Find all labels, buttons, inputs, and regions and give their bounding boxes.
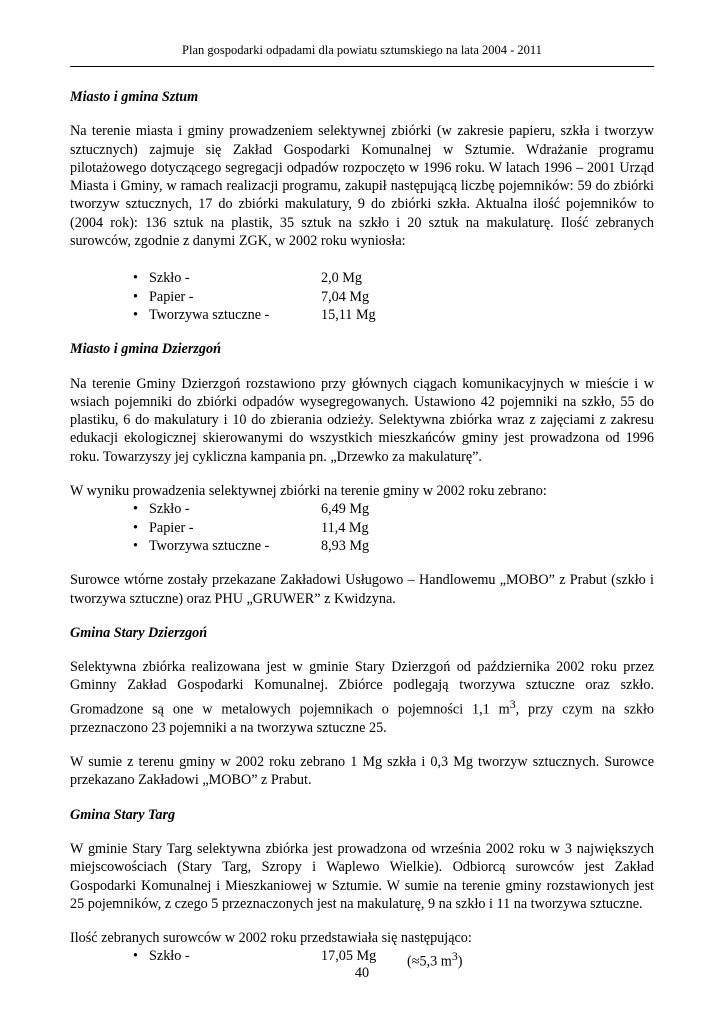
collection-list [70,500,654,555]
paragraph: Na terenie miasta i gminy prowadzeniem selektywnej zbiórki (w zakresie papieru, szkła i tworzyw sztucznych) zajmuje się Zakład Gospodarki Komunalnej w Sztumie. Wdrażanie programu pilotażowego dotyczącego segregacji odpadów rozpoczęto w 1996 roku. W latach 1996 – 2001 Urząd Miasta i Gminy, w ramach realizacji programu, zakupił następującą liczbę pojemników: 59 do zbiórki tworzyw sztucznych, 17 do zbiórki makulatury, 9 do zbiórki szkła. Aktualna ilość pojemników to (2004 rok): 136 sztuk na plastik, 35 sztuk na szkło i 20 sztuk na makulaturę. Ilość zebranych surowców, zgodnie z danymi ZGK, w 2002 roku wyniosła: [70,123,654,250]
paragraph: W gminie Stary Targ selektywna zbiórka jest prowadzona od września 2002 roku w 3 największych miejscowościach (Stary Targ, Szropy i Waplewo Wielkie). Odbiorcą surowców jest Zakład Gospodarki Komunalnej i Mieszkaniowej w Sztumie. W sumie na terenie gminy rozstawionych jest 25 pojemników, z czego 5 przeznaczonych jest na makulaturę, 9 na szkło i 11 na tworzywa sztuczne. [70,840,654,912]
list-item [70,947,654,971]
bullet-icon: • [133,288,138,305]
bullet-icon: • [133,306,138,323]
list-item [70,288,654,306]
material-amount: 8,93 Mg [321,537,370,554]
material-label: Szkło - [149,270,190,287]
note-text: ) [457,954,463,971]
material-amount: 15,11 Mg [321,306,376,323]
document-body [70,88,654,982]
section-stary-dzierzgon [70,624,654,790]
paragraph [70,658,654,737]
paragraph: Surowce wtórne zostały przekazane Zakładowi Usługowo – Handlowemu „MOBO” z Prabut (szkło i tworzywa sztuczne) oraz PHU „GRUWER” z Kwidzyna. [70,572,654,607]
bullet-icon: • [133,501,138,518]
material-label: Papier - [149,288,194,305]
bullet-icon: • [133,270,138,287]
collection-list [70,947,654,971]
material-amount: 17,05 Mg [321,948,377,965]
paragraph: W sumie z terenu gminy w 2002 roku zebrano 1 Mg szkła i 0,3 Mg tworzyw sztucznych. Surowce przekazano Zakładowi „MOBO” z Prabut. [70,754,654,789]
section-heading: Miasto i gmina Dzierzgoń [70,341,221,358]
paragraph: Ilość zebranych surowców w 2002 roku przedstawiała się następująco: [70,930,472,947]
note-text: (≈5,3 m [407,954,452,971]
material-label: Tworzywa sztuczne - [149,537,270,554]
material-amount: 11,4 Mg [321,519,369,536]
paragraph-text: Selektywna zbiórka realizowana jest w gminie Stary Dzierzgoń od października 2002 roku przez Gminny Zakład Gospodarki Komunalnej. Zbiórce podlegają tworzywa sztuczne oraz szkło. Gromadzone są one w metalowych pojemnikach o pojemności 1,1 m [70,659,654,718]
list-item [70,500,654,518]
bullet-icon: • [133,519,138,536]
section-stary-targ [70,806,654,971]
unit-superscript: 3 [509,696,516,711]
paragraph: W wyniku prowadzenia selektywnej zbiórki na terenie gminy w 2002 roku zebrano: [70,483,547,500]
section-dzierzgon [70,340,654,608]
unit-superscript: 3 [451,949,458,964]
section-heading: Gmina Stary Targ [70,806,176,823]
collection-list [70,269,654,324]
material-label: Tworzywa sztuczne - [149,306,270,323]
material-label: Szkło - [149,948,190,965]
list-item [70,306,654,324]
material-label: Szkło - [149,501,190,518]
bullet-icon: • [133,537,138,554]
list-item [70,519,654,537]
paragraph-text: , przy czym na szkło przeznaczono 23 pojemniki a na tworzywa sztuczne 25. [70,701,654,736]
running-header: Plan gospodarki odpadami dla powiatu sztumskiego na lata 2004 - 2011 [182,43,542,57]
material-label: Papier - [149,519,194,536]
section-heading: Miasto i gmina Sztum [70,89,199,105]
page-number: 40 [354,965,370,981]
volume-note [407,947,463,971]
list-item [70,537,654,555]
header-rule [70,66,654,67]
section-heading: Gmina Stary Dzierzgoń [70,624,208,641]
material-amount: 6,49 Mg [321,501,370,518]
material-amount: 7,04 Mg [321,288,370,305]
section-sztum [70,88,654,324]
list-item [70,269,654,287]
material-amount: 2,0 Mg [321,270,362,287]
paragraph: Na terenie Gminy Dzierzgoń rozstawiono przy głównych ciągach komunikacyjnych w mieście i w wsiach pojemniki do zbiórki odpadów wysegregowanych. Ustawiono 42 pojemniki na szkło, 55 do plastiku, 6 do makulatury i 10 do zbierania odzieży. Selektywna zbiórka wraz z zajęciami z zakresu edukacji ekologicznej skierowanymi do wszystkich mieszkańców gminy jest prowadzona od 1996 roku. Towarzyszy jej cykliczna kampania pn. „Drzewko za makulaturę”. [70,375,654,465]
bullet-icon: • [133,948,138,965]
